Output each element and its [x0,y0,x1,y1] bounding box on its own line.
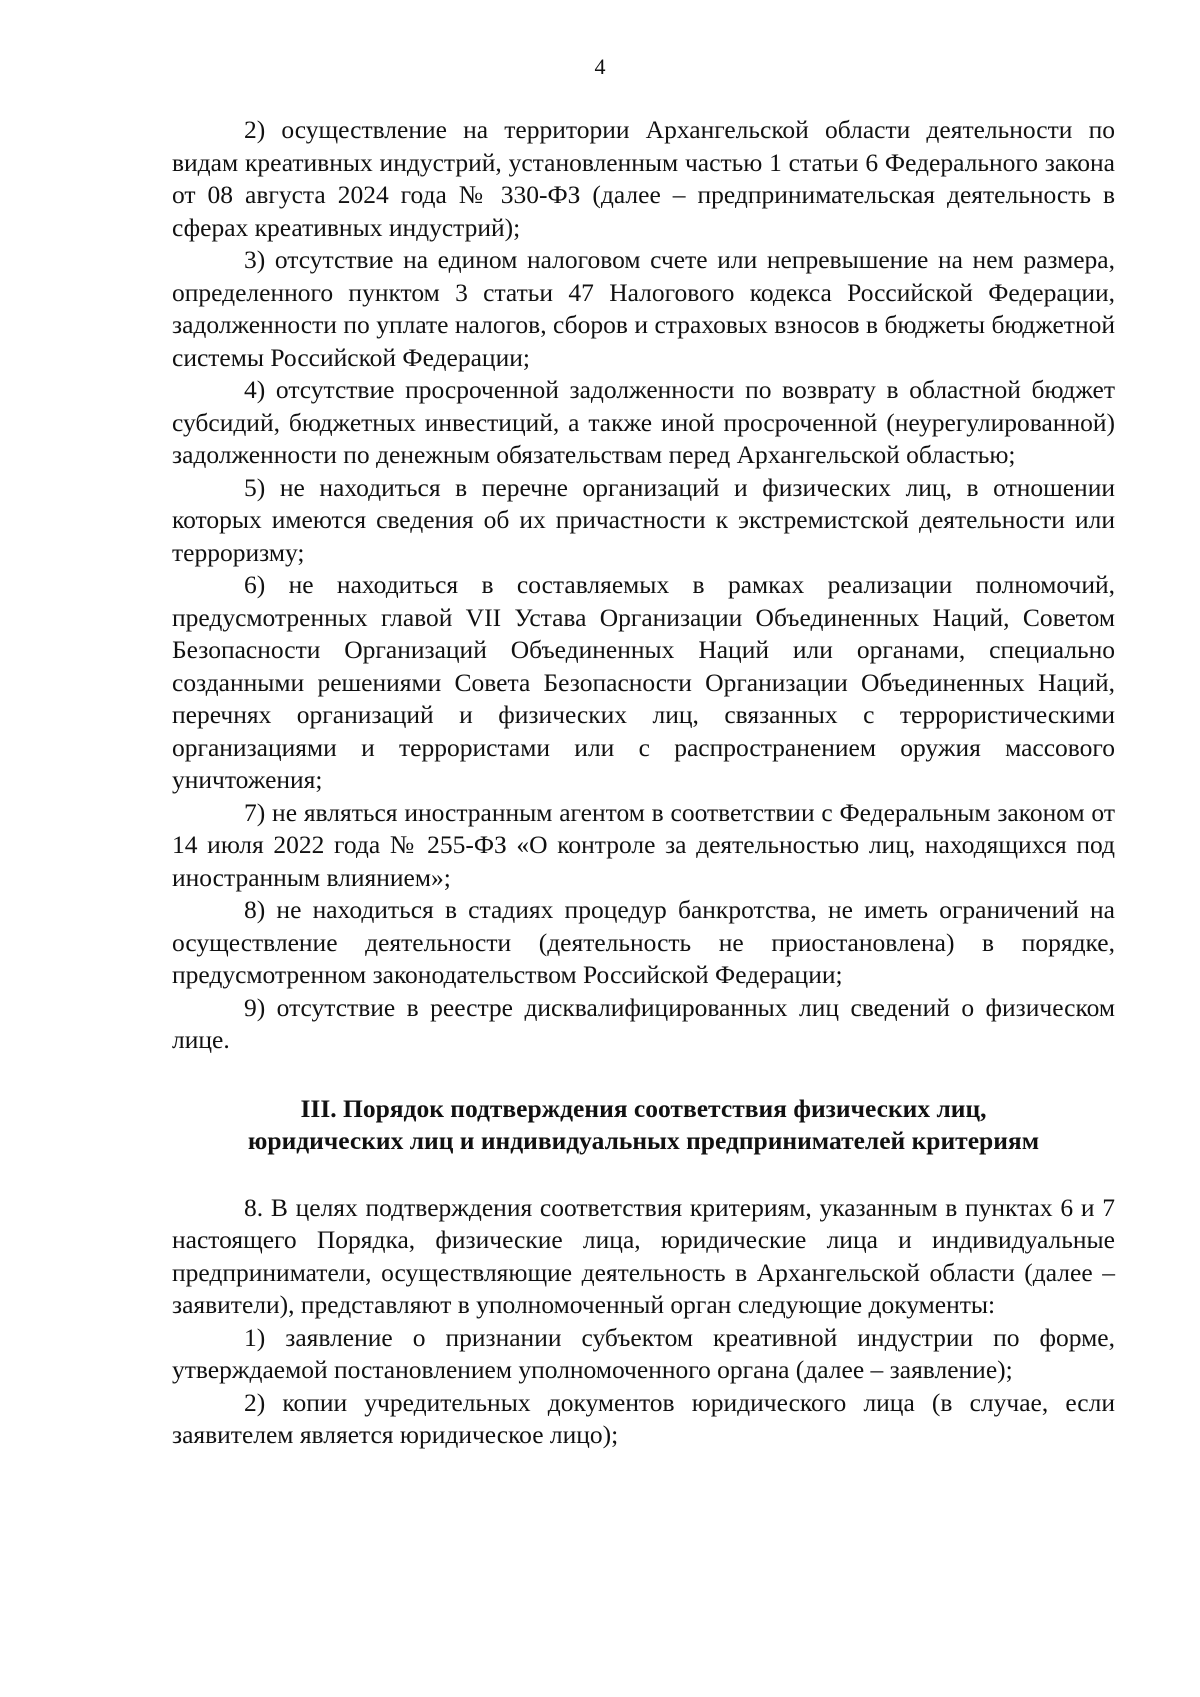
list-item-7: 7) не являться иностранным агентом в соответствии с Федеральным законом от 14 июля 2022 года № 255-ФЗ «О контроле за деятельностью лиц, находящихся под иностранным влиянием»; [172,797,1115,892]
section-heading [172,1093,1115,1158]
section-heading-line-1: III. Порядок подтверждения соответствия физических лиц, [300,1093,987,1123]
clause-8-item-1: 1) заявление о признании субъектом креативной индустрии по форме, утверждаемой постановлением уполномоченного органа (далее – заявление); [172,1322,1115,1384]
page-number: 4 [594,54,606,79]
list-item-8: 8) не находиться в стадиях процедур банкротства, не иметь ограничений на осуществление деятельности (деятельность не приостановлена) в порядке, предусмотренном законодательством Российской Федерации; [172,895,1115,989]
section-heading-line-2: юридических лиц и индивидуальных предпринимателей критериям [247,1126,1040,1155]
list-item-4: 4) отсутствие просроченной задолженности по возврату в областной бюджет субсидий, бюджетных инвестиций, а также иной просроченной (неурегулированной) задолженности по денежным обязательствам перед Архангельской областью; [172,375,1115,469]
list-item-9: 9) отсутствие в реестре дисквалифицированных лиц сведений о физическом лице. [172,992,1115,1054]
list-item-5: 5) не находиться в перечне организаций и физических лиц, в отношении которых имеются сведения об их причастности к экстремистской деятельности или терроризму; [172,472,1115,567]
list-item-2: 2) осуществление на территории Архангельской области деятельности по видам креативных индустрий, установленным частью 1 статьи 6 Федерального закона от 08 августа 2024 года № 330-ФЗ (далее – предпринимательская деятельность в сферах креативных индустрий); [172,115,1115,242]
list-item-3: 3) отсутствие на едином налоговом счете или непревышение на нем размера, определенного пунктом 3 статьи 47 Налогового кодекса Российской Федерации, задолженности по уплате налогов, сборов и страховых взносов в бюджеты бюджетной системы Российской Федерации; [172,245,1115,372]
clause-8: 8. В целях подтверждения соответствия критериям, указанным в пунктах 6 и 7 настоящего Порядка, физические лица, юридические лица и индивидуальные предприниматели, осуществляющие деятельность в Архангельской области (далее – заявители), представляют в уполномоченный орган следующие документы: [172,1192,1115,1319]
document-body [172,114,1115,1452]
clause-8-item-2: 2) копии учредительных документов юридического лица (в случае, если заявителем является юридическое лицо); [172,1387,1115,1449]
list-item-6: 6) не находиться в составляемых в рамках реализации полномочий, предусмотренных главой VII Устава Организации Объединенных Наций, Советом Безопасности Организаций Объединенных Наций или органами, специально созданными решениями Совета Безопасности Организации Объединенных Наций, перечнях организаций и физических лиц, связанных с террористическими организациями и террористами или с распространением оружия массового уничтожения; [172,570,1115,794]
